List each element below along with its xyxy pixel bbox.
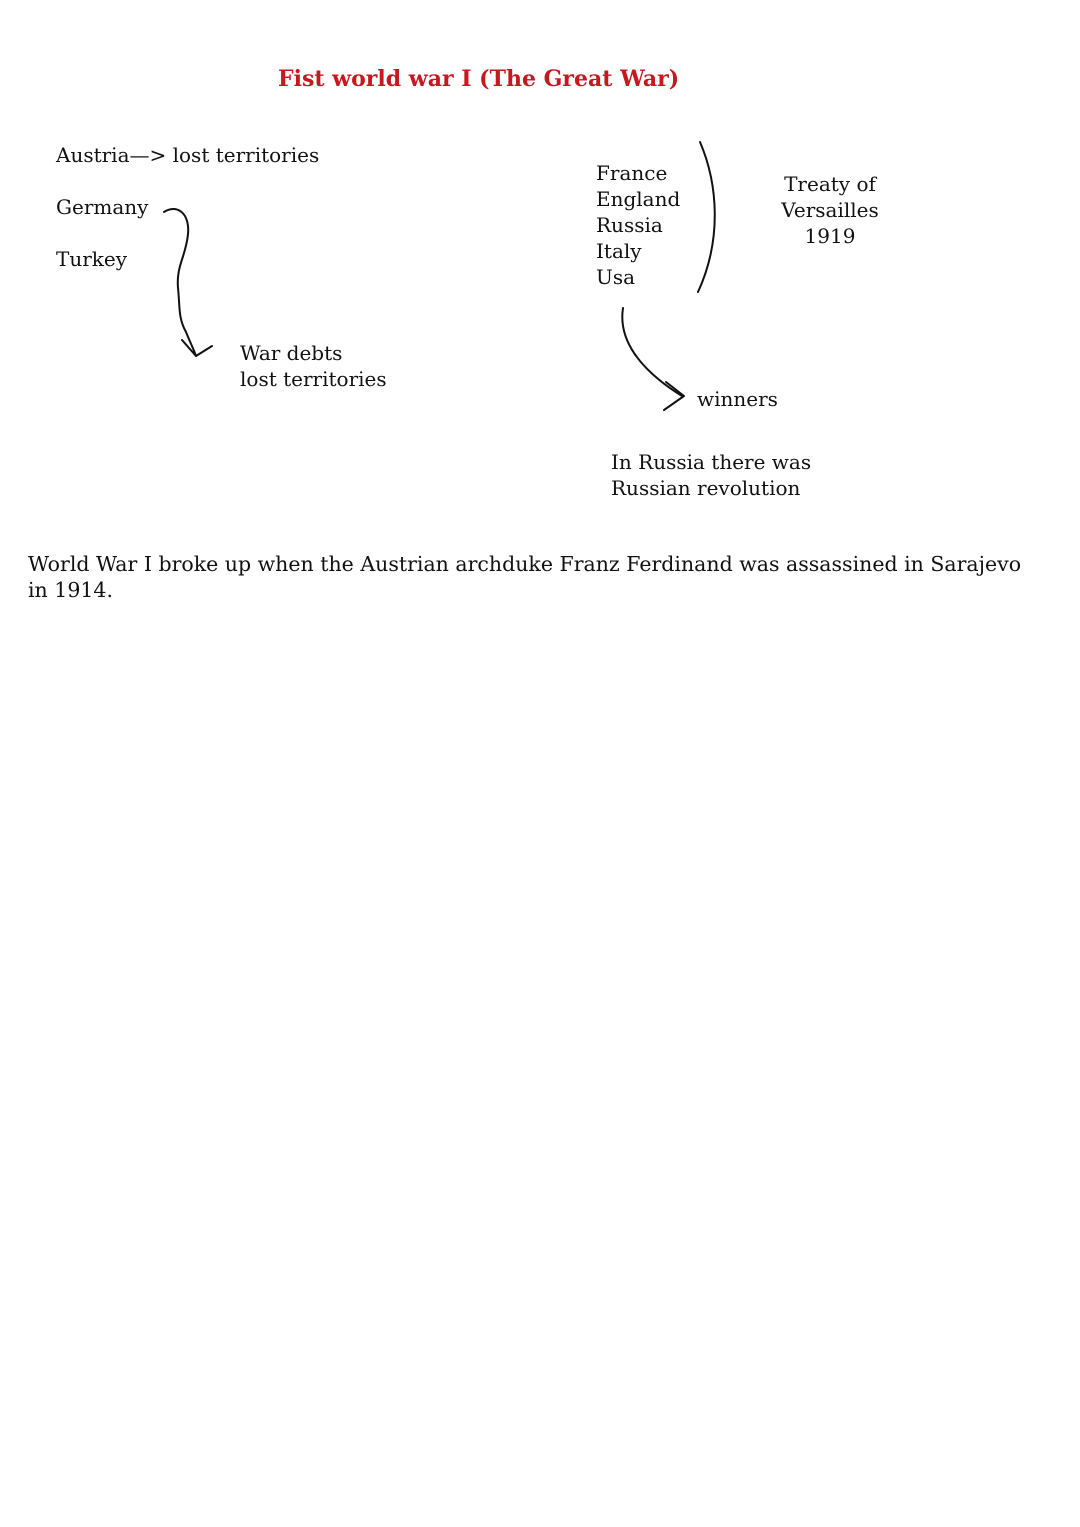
winners-arrowhead-icon bbox=[664, 382, 684, 410]
winners-arrow bbox=[622, 308, 682, 396]
treaty-line-1: Treaty of bbox=[784, 172, 876, 196]
germany-label: Germany bbox=[56, 195, 149, 219]
treaty-line-2: Versailles bbox=[781, 198, 879, 222]
country-russia: Russia bbox=[596, 213, 663, 237]
country-italy: Italy bbox=[596, 239, 642, 263]
loser-consequences bbox=[240, 340, 387, 392]
russia-note-line-1: In Russia there was bbox=[611, 450, 812, 474]
summary-paragraph: World War I broke up when the Austrian archduke Franz Ferdinand was assassined in Sarajevo in 1914. bbox=[28, 552, 1022, 602]
russia-note-line-2: Russian revolution bbox=[611, 476, 801, 500]
winner-countries bbox=[596, 160, 680, 290]
loser-brace-arrow bbox=[164, 209, 196, 356]
loser-arrowhead-icon bbox=[182, 340, 212, 356]
page-title: Fist world war I (The Great War) bbox=[278, 66, 680, 92]
austria-line: Austria—> lost territories bbox=[56, 143, 320, 167]
russia-note bbox=[611, 449, 811, 501]
country-usa: Usa bbox=[596, 265, 636, 289]
winners-label: winners bbox=[697, 387, 778, 411]
turkey-label: Turkey bbox=[56, 247, 128, 271]
country-england: England bbox=[596, 187, 681, 211]
treaty-of-versailles bbox=[760, 171, 900, 249]
consequence-lost-territories: lost territories bbox=[240, 367, 387, 391]
treaty-year: 1919 bbox=[804, 224, 856, 248]
country-france: France bbox=[596, 161, 668, 185]
consequence-war-debts: War debts bbox=[240, 341, 343, 365]
winners-paren bbox=[698, 142, 715, 292]
